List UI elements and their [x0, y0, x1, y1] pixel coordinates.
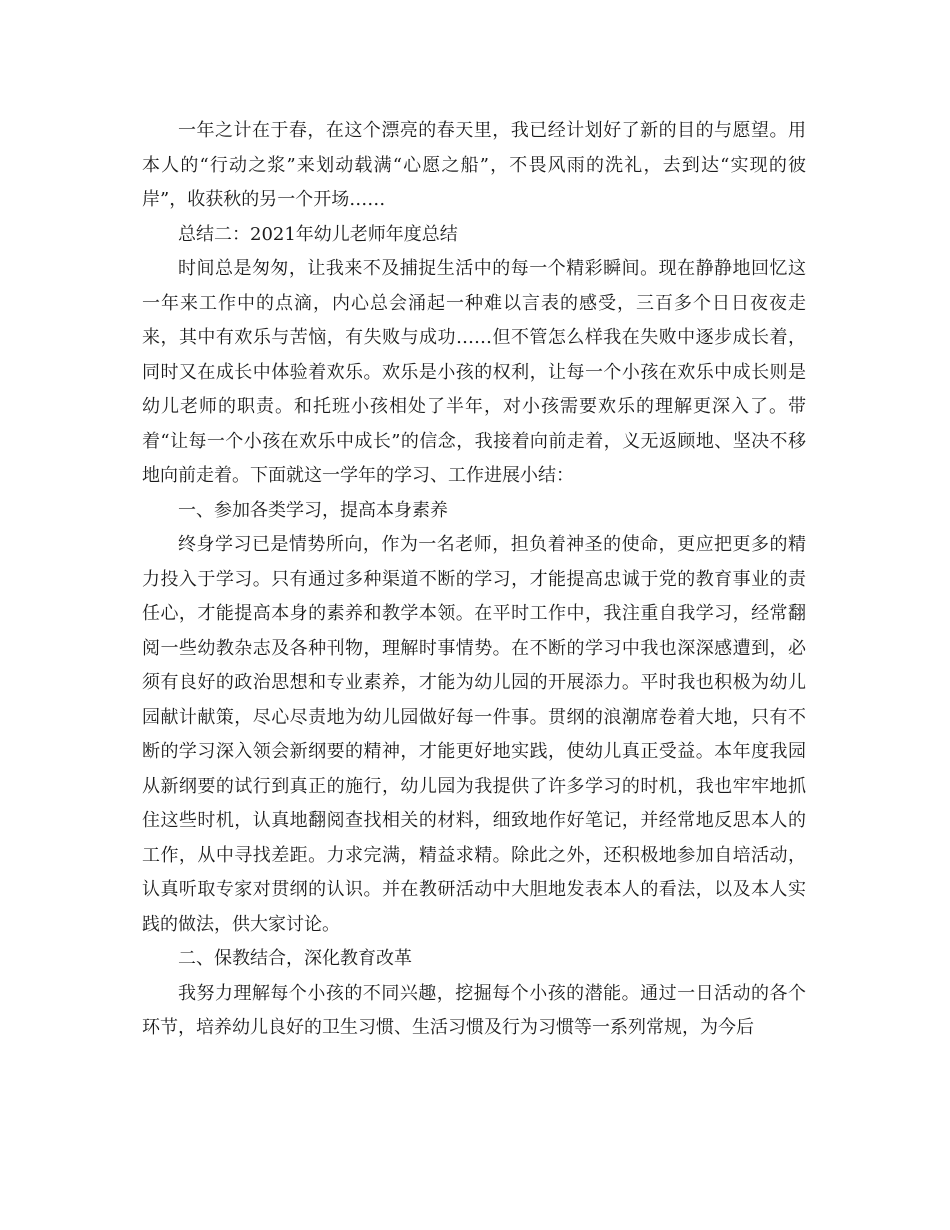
- document-page: [142, 114, 806, 1046]
- section-heading-care-education: 二、保教结合，深化教育改革: [178, 948, 412, 969]
- paragraph-year-reflection: 时间总是匆匆，让我来不及捕捉生活中的每一个精彩瞬间。现在静静地回忆这一年来工作中的点滴，内心总会涌起一种难以言表的感受，三百多个日日夜夜走来，其中有欢乐与苦恼，有失败与成功……但不管怎么样我在失败中逐步成长着，同时又在成长中体验着欢乐。欢乐是小孩的权利，让每一个小孩在欢乐中成长则是幼儿老师的职责。和托班小孩相处了半年，对小孩需要欢乐的理解更深入了。带着“让每一个小孩在欢乐中成长”的信念，我接着向前走着，义无返顾地、坚决不移地向前走着。下面就这一学年的学习、工作进展小结：: [142, 258, 806, 486]
- section-title-summary-two: 总结二：2021年幼儿老师年度总结: [178, 223, 458, 245]
- paragraph-child-interests: 我努力理解每个小孩的不同兴趣，挖掘每个小孩的潜能。通过一日活动的各个环节，培养幼儿良好的卫生习惯、生活习惯及行为习惯等一系列常规，为今后: [142, 982, 806, 1038]
- section-heading-learning: 一、参加各类学习，提高本身素养: [178, 499, 448, 521]
- paragraph-lifelong-learning: 终身学习已是情势所向，作为一名老师，担负着神圣的使命，更应把更多的精力投入于学习。只有通过多种渠道不断的学习，才能提高忠诚于党的教育事业的责任心，才能提高本身的素养和教学本领。在平时工作中，我注重自我学习，经常翻阅一些幼教杂志及各种刊物，理解时事情势。在不断的学习中我也深深感遭到，必须有良好的政治思想和专业素养，才能为幼儿园的开展添力。平时我也积极为幼儿园献计献策，尽心尽责地为幼儿园做好每一件事。贯纲的浪潮席卷着大地，只有不断的学习深入领会新纲要的精神，才能更好地实践，使幼儿真正受益。本年度我园从新纲要的试行到真正的施行，幼儿园为我提供了许多学习的时机，我也牢牢地抓住这些时机，认真地翻阅查找相关的材料，细致地作好笔记，并经常地反思本人的工作，从中寻找差距。力求完满，精益求精。除此之外，还积极地参加自培活动，认真听取专家对贯纲的认识。并在教研活动中大胆地发表本人的看法，以及本人实践的做法，供大家讨论。: [142, 534, 806, 935]
- paragraph-spring-plan: 一年之计在于春，在这个漂亮的春天里，我已经计划好了新的目的与愿望。用本人的“行动之浆”来划动载满“心愿之船”，不畏风雨的洗礼，去到达“实现的彼岸”，收获秋的另一个开场……: [142, 120, 806, 210]
